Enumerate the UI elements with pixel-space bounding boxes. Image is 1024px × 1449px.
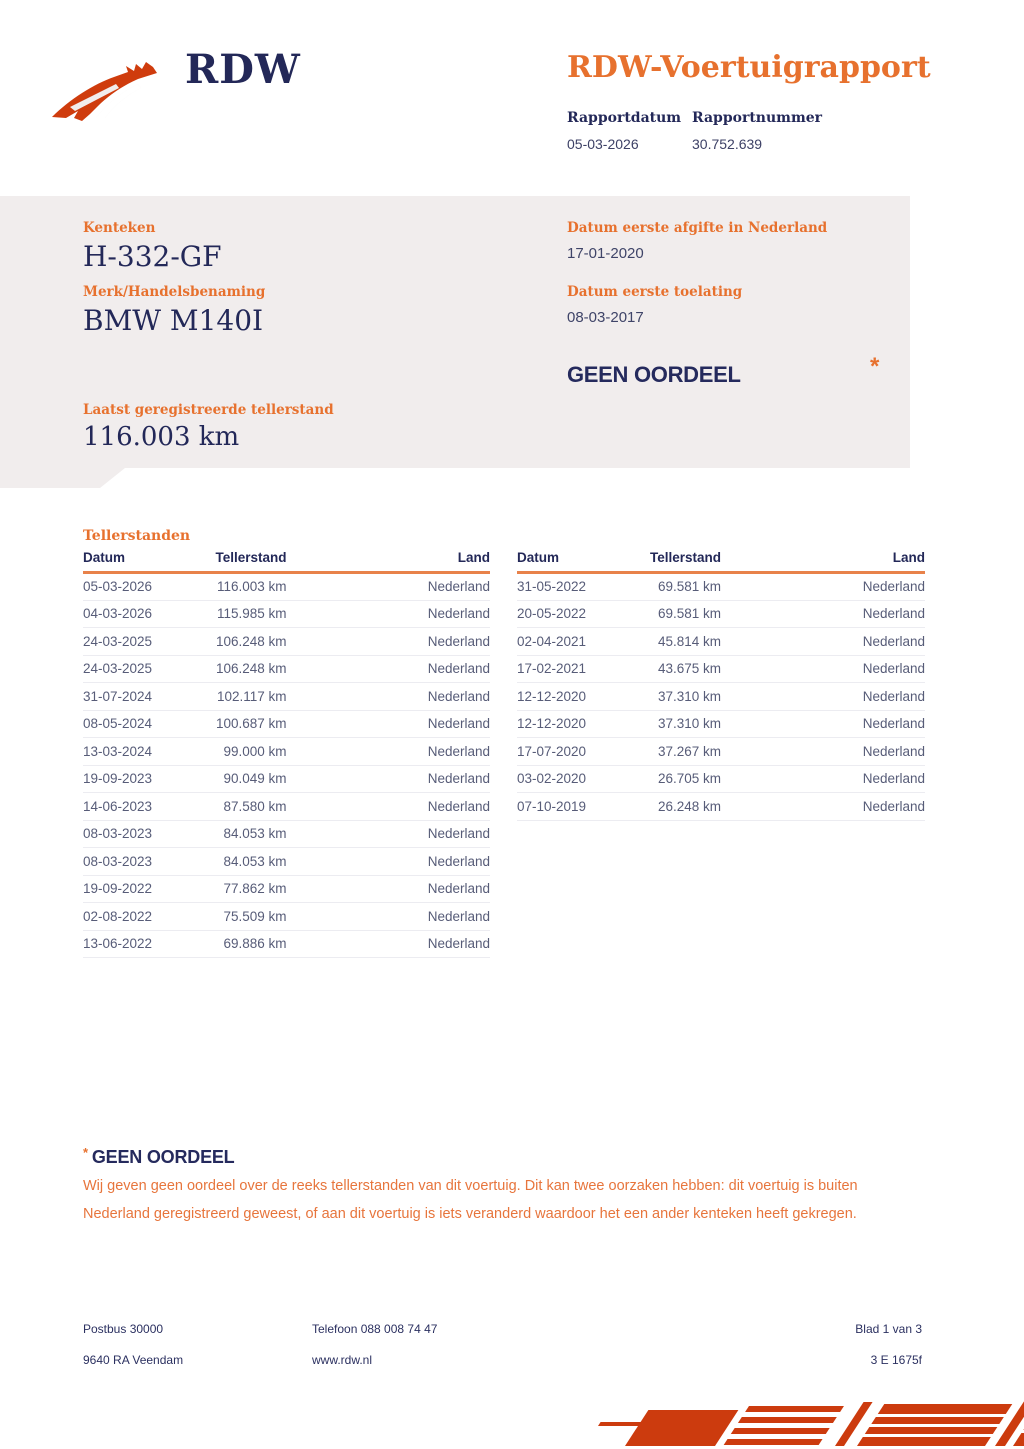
cell-datum: 19-09-2022	[83, 875, 205, 903]
table-row	[517, 765, 925, 793]
report-number-value: 30.752.639	[692, 136, 763, 152]
table-row	[83, 793, 490, 821]
table-row	[517, 710, 925, 738]
rdw-logo-text: RDW	[185, 46, 301, 93]
footnote-title-text: GEEN OORDEEL	[91, 1147, 235, 1167]
table-row	[83, 820, 490, 848]
table-row	[517, 738, 925, 766]
cell-land: Nederland	[286, 573, 490, 601]
table-row	[83, 683, 490, 711]
cell-datum: 02-08-2022	[83, 903, 205, 931]
table-row	[83, 655, 490, 683]
cell-land: Nederland	[721, 628, 925, 656]
cell-land: Nederland	[286, 848, 490, 876]
cell-tellerstand: 106.248 km	[205, 628, 286, 656]
vehicle-summary-panel-tab	[0, 468, 125, 488]
footer-website: www.rdw.nl	[312, 1353, 373, 1367]
cell-tellerstand: 37.310 km	[639, 710, 721, 738]
cell-land: Nederland	[286, 765, 490, 793]
col-header-tellerstand: Tellerstand	[205, 550, 286, 573]
cell-tellerstand: 87.580 km	[205, 793, 286, 821]
stripe-block	[625, 1410, 738, 1446]
cell-datum: 19-09-2023	[83, 765, 205, 793]
table-row	[83, 573, 490, 601]
table-row	[83, 930, 490, 958]
cell-land: Nederland	[286, 930, 490, 958]
cell-datum: 12-12-2020	[517, 710, 639, 738]
afgifte-value: 17-01-2020	[567, 245, 644, 262]
cell-tellerstand: 45.814 km	[639, 628, 721, 656]
table-row	[83, 903, 490, 931]
stripe-block-striped	[857, 1404, 1012, 1446]
cell-datum: 08-03-2023	[83, 848, 205, 876]
cell-land: Nederland	[286, 820, 490, 848]
cell-land: Nederland	[721, 738, 925, 766]
cell-tellerstand: 43.675 km	[639, 655, 721, 683]
cell-tellerstand: 90.049 km	[205, 765, 286, 793]
page-title: RDW-Voertuigrapport	[567, 50, 931, 85]
cell-datum: 12-12-2020	[517, 683, 639, 711]
cell-tellerstand: 37.310 km	[639, 683, 721, 711]
cell-datum: 08-05-2024	[83, 710, 205, 738]
cell-tellerstand: 37.267 km	[639, 738, 721, 766]
tellerstand-value: 116.003 km	[83, 422, 240, 452]
cell-land: Nederland	[721, 793, 925, 821]
toelating-value: 08-03-2017	[567, 309, 644, 326]
tellerstand-label: Laatst geregistreerde tellerstand	[83, 402, 334, 418]
table-header-row	[517, 550, 925, 573]
table-row	[83, 710, 490, 738]
cell-land: Nederland	[286, 710, 490, 738]
cell-datum: 31-05-2022	[517, 573, 639, 601]
cell-datum: 02-04-2021	[517, 628, 639, 656]
cell-datum: 08-03-2023	[83, 820, 205, 848]
odometer-table-right	[517, 550, 925, 821]
footnote-title	[83, 1145, 234, 1168]
table-row	[83, 600, 490, 628]
oordeel-asterisk-icon: *	[870, 353, 880, 380]
cell-land: Nederland	[721, 655, 925, 683]
toelating-label: Datum eerste toelating	[567, 284, 743, 300]
cell-datum: 17-02-2021	[517, 655, 639, 683]
cell-land: Nederland	[286, 683, 490, 711]
cell-land: Nederland	[286, 875, 490, 903]
kenteken-value: H-332-GF	[83, 240, 222, 273]
cell-tellerstand: 69.886 km	[205, 930, 286, 958]
footer-phone: Telefoon 088 008 74 47	[312, 1322, 438, 1336]
cell-datum: 13-03-2024	[83, 738, 205, 766]
stripe-group	[723, 1406, 844, 1446]
cell-datum: 13-06-2022	[83, 930, 205, 958]
table-row	[517, 683, 925, 711]
col-header-datum: Datum	[83, 550, 205, 573]
table-row	[83, 738, 490, 766]
cell-tellerstand: 102.117 km	[205, 683, 286, 711]
footnote-text: Wij geven geen oordeel over de reeks tellerstanden van dit voertuig. Dit kan twee oorzaken hebben: dit voertuig is buiten Nederland geregistreerd geweest, of aan dit voertuig is iets veranderd waardoor het een ander kenteken heeft gekregen.	[83, 1178, 858, 1222]
cell-tellerstand: 75.509 km	[205, 903, 286, 931]
col-header-land: Land	[721, 550, 925, 573]
cell-land: Nederland	[721, 600, 925, 628]
footer-address-line2: 9640 RA Veendam	[83, 1353, 184, 1367]
speed-stripes-graphic	[595, 1392, 1024, 1449]
rdw-logo-swoosh-icon	[50, 55, 175, 125]
cell-datum: 24-03-2025	[83, 655, 205, 683]
table-row	[83, 628, 490, 656]
cell-tellerstand: 77.862 km	[205, 875, 286, 903]
footer-page-number: Blad 1 van 3	[855, 1322, 922, 1336]
cell-tellerstand: 26.248 km	[639, 793, 721, 821]
cell-datum: 17-07-2020	[517, 738, 639, 766]
col-header-tellerstand: Tellerstand	[639, 550, 721, 573]
col-header-land: Land	[286, 550, 490, 573]
table-row	[517, 573, 925, 601]
cell-land: Nederland	[721, 683, 925, 711]
cell-land: Nederland	[286, 655, 490, 683]
footer-doc-code: 3 E 1675f	[870, 1353, 922, 1367]
cell-land: Nederland	[286, 903, 490, 931]
odometer-table-left	[83, 550, 490, 958]
cell-datum: 05-03-2026	[83, 573, 205, 601]
cell-land: Nederland	[286, 793, 490, 821]
cell-datum: 04-03-2026	[83, 600, 205, 628]
cell-tellerstand: 26.705 km	[639, 765, 721, 793]
table-header-row	[83, 550, 490, 573]
merk-label: Merk/Handelsbenaming	[83, 284, 266, 300]
cell-land: Nederland	[286, 738, 490, 766]
cell-land: Nederland	[286, 628, 490, 656]
cell-tellerstand: 106.248 km	[205, 655, 286, 683]
merk-value: BMW M140I	[83, 304, 264, 337]
table-row	[83, 875, 490, 903]
report-number-label: Rapportnummer	[692, 110, 823, 126]
cell-land: Nederland	[721, 765, 925, 793]
cell-datum: 24-03-2025	[83, 628, 205, 656]
cell-land: Nederland	[286, 600, 490, 628]
table-row	[517, 600, 925, 628]
table-row	[517, 793, 925, 821]
table-row	[83, 765, 490, 793]
cell-land: Nederland	[721, 573, 925, 601]
cell-tellerstand: 84.053 km	[205, 820, 286, 848]
cell-tellerstand: 116.003 km	[205, 573, 286, 601]
cell-datum: 07-10-2019	[517, 793, 639, 821]
table-row	[517, 628, 925, 656]
cell-tellerstand: 100.687 km	[205, 710, 286, 738]
cell-datum: 14-06-2023	[83, 793, 205, 821]
cell-land: Nederland	[721, 710, 925, 738]
report-date-label: Rapportdatum	[567, 110, 682, 126]
cell-tellerstand: 69.581 km	[639, 573, 721, 601]
cell-tellerstand: 115.985 km	[205, 600, 286, 628]
footer-address-line1: Postbus 30000	[83, 1322, 164, 1336]
cell-datum: 03-02-2020	[517, 765, 639, 793]
cell-tellerstand: 69.581 km	[639, 600, 721, 628]
cell-datum: 20-05-2022	[517, 600, 639, 628]
table-row	[83, 848, 490, 876]
footnote-asterisk-icon: *	[83, 1145, 88, 1160]
afgifte-label: Datum eerste afgifte in Nederland	[567, 220, 828, 236]
kenteken-label: Kenteken	[83, 220, 156, 236]
oordeel-text: GEEN OORDEEL	[567, 362, 741, 387]
tellerstanden-title: Tellerstanden	[83, 528, 191, 544]
cell-tellerstand: 84.053 km	[205, 848, 286, 876]
cell-datum: 31-07-2024	[83, 683, 205, 711]
table-row	[517, 655, 925, 683]
report-date-value: 05-03-2026	[567, 136, 639, 152]
cell-tellerstand: 99.000 km	[205, 738, 286, 766]
col-header-datum: Datum	[517, 550, 639, 573]
